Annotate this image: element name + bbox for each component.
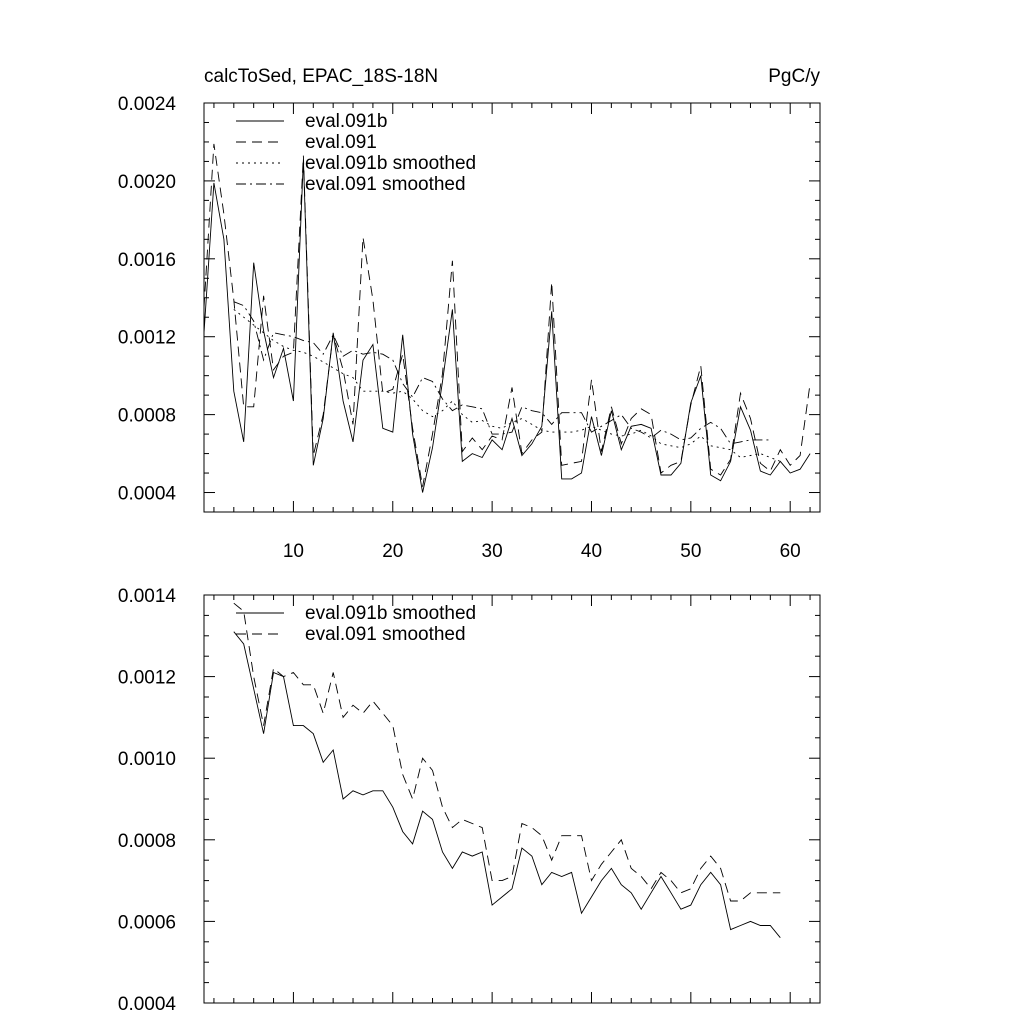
top-y-tick-label: 0.0016 — [117, 249, 176, 271]
bottom-plot-frame — [204, 595, 820, 1003]
top-plot-frame — [204, 103, 820, 512]
top-y-tick-label: 0.0004 — [117, 483, 176, 505]
top-x-tick-label: 40 — [580, 541, 603, 562]
bottom-series-line-2 — [234, 603, 781, 901]
top-x-tick-label: 20 — [382, 541, 404, 562]
bottom-y-tick-label: 0.0010 — [117, 749, 176, 771]
bottom-legend-label-2: eval.091 smoothed — [305, 624, 466, 645]
bottom-y-tick-label: 0.0012 — [117, 667, 176, 689]
top-y-tick-label: 0.0024 — [117, 94, 176, 115]
top-y-tick-label: 0.0020 — [117, 171, 176, 193]
top-series-line-4 — [234, 302, 771, 444]
top-legend-label-3: eval.091b smoothed — [305, 153, 477, 174]
top-x-tick-label: 10 — [282, 541, 304, 562]
top-x-tick-label: 30 — [481, 541, 503, 562]
bottom-y-tick-label: 0.0004 — [117, 994, 176, 1015]
top-legend-label-4: eval.091 smoothed — [305, 174, 466, 195]
chart-title: calcToSed, EPAC_18S-18N — [204, 66, 439, 87]
top-x-tick-label: 50 — [680, 541, 702, 562]
bottom-y-tick-label: 0.0006 — [117, 912, 176, 934]
top-legend-label-1: eval.091b — [305, 111, 388, 132]
top-x-tick-label: 60 — [779, 541, 801, 562]
bottom-legend-label-1: eval.091b smoothed — [305, 603, 477, 624]
top-series-line-3 — [234, 309, 781, 461]
top-legend-label-2: eval.091 — [305, 132, 377, 153]
bottom-y-tick-label: 0.0014 — [117, 586, 176, 607]
bottom-y-tick-label: 0.0008 — [117, 830, 176, 852]
units-label: PgC/y — [768, 66, 820, 87]
top-y-tick-label: 0.0008 — [117, 405, 176, 427]
bottom-series-line-1 — [234, 632, 781, 938]
top-y-tick-label: 0.0012 — [117, 327, 176, 349]
